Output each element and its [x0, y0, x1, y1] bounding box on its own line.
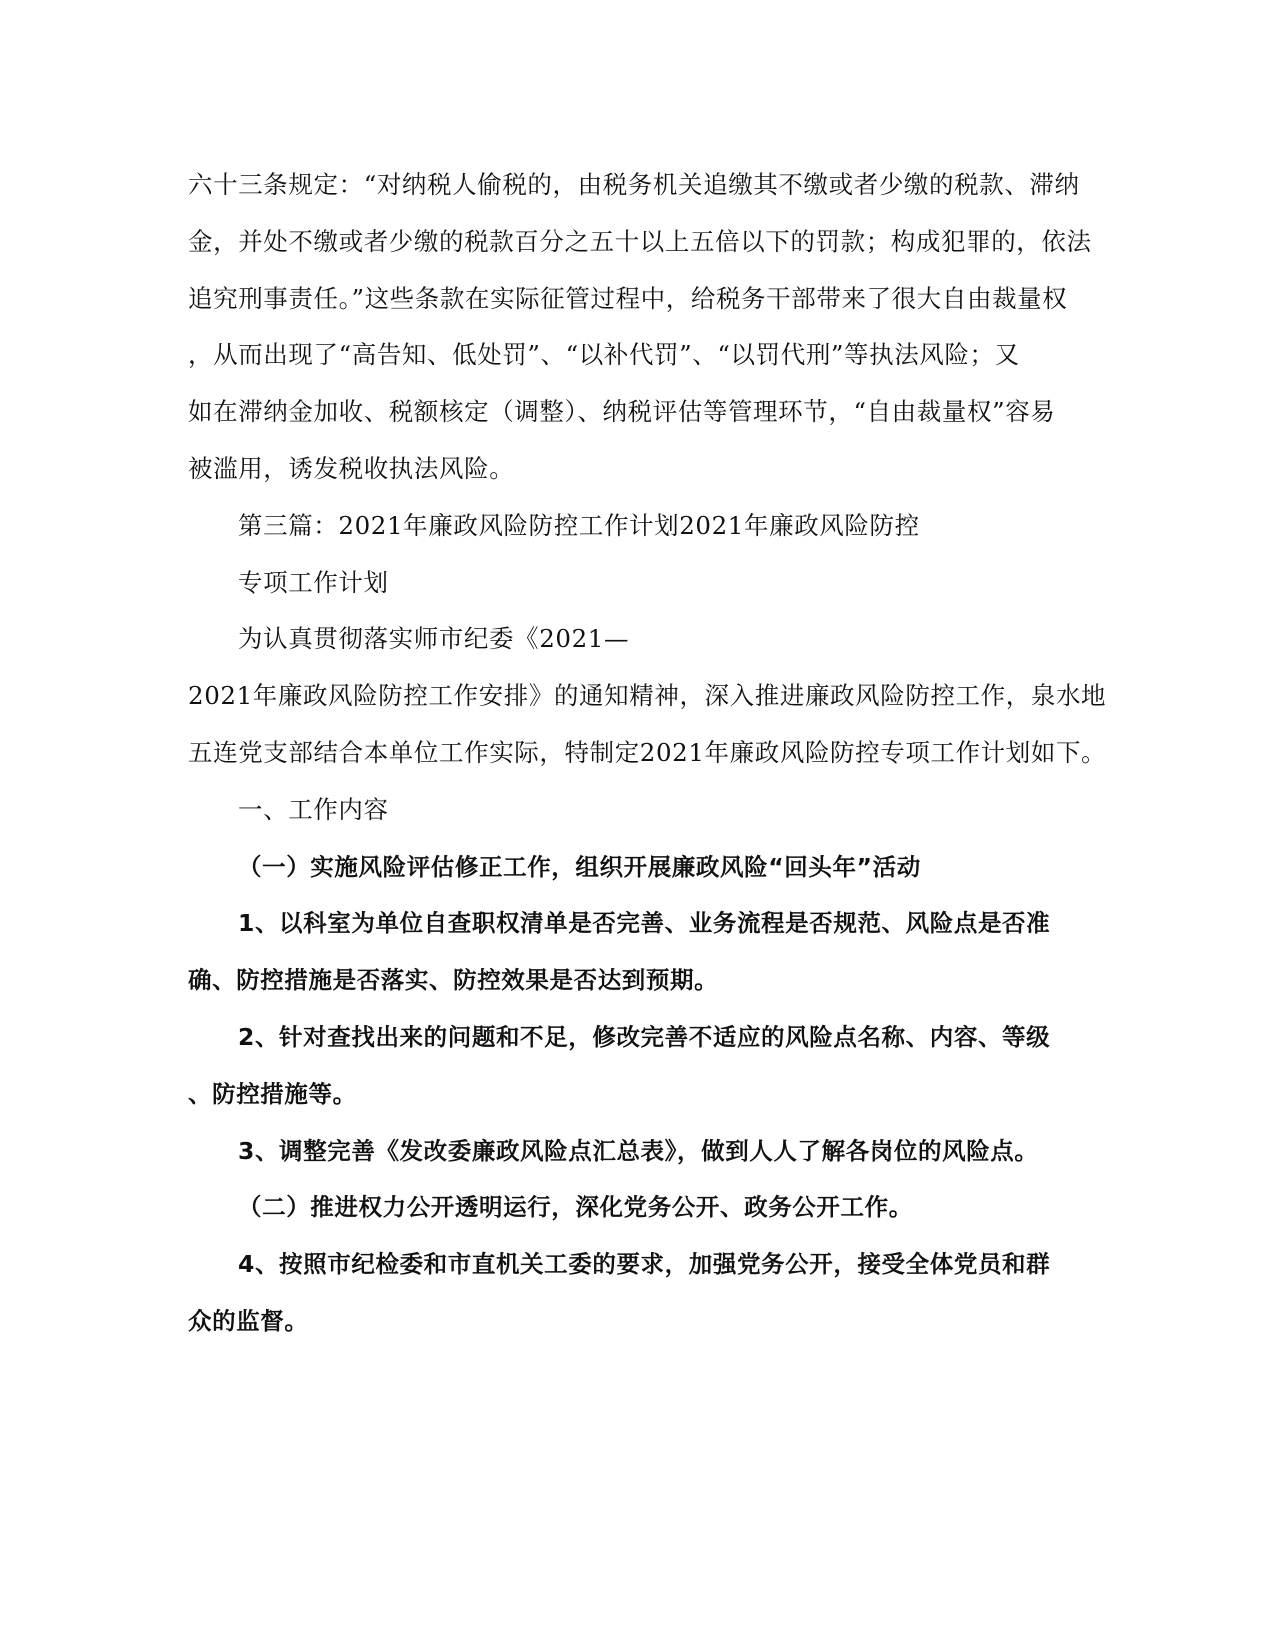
heading-work-content: 一、工作内容	[238, 795, 389, 824]
section-subheading: 专项工作计划	[238, 568, 389, 597]
body-line: 如在滞纳金加收、税额核定（调整）、纳税评估等管理环节，“自由裁量权”容易	[188, 397, 1056, 426]
item-1-line: 1、以科室为单位自查职权清单是否完善、业务流程是否规范、风险点是否准	[238, 909, 1051, 937]
subheading-2: （二）推进权力公开透明运行，深化党务公开、政务公开工作。	[238, 1193, 913, 1221]
item-1-line: 确、防控措施是否落实、防控效果是否达到预期。	[188, 966, 719, 994]
section-heading: 第三篇：2021年廉政风险防控工作计划2021年廉政风险防控	[238, 511, 920, 540]
item-2-line: 2、针对查找出来的问题和不足，修改完善不适应的风险点名称、内容、等级	[238, 1023, 1051, 1051]
body-line: 五连党支部结合本单位工作实际，特制定2021年廉政风险防控专项工作计划如下。	[188, 738, 1107, 767]
item-3-line: 3、调整完善《发改委廉政风险点汇总表》，做到人人了解各岗位的风险点。	[238, 1137, 1039, 1165]
body-line: 金，并处不缴或者少缴的税款百分之五十以上五倍以下的罚款；构成犯罪的，依法	[188, 227, 1092, 256]
body-line: 为认真贯彻落实师市纪委《2021—	[238, 624, 630, 653]
item-4-line: 4、按照市纪检委和市直机关工委的要求，加强党务公开，接受全体党员和群	[238, 1250, 1051, 1278]
body-line: 追究刑事责任。”这些条款在实际征管过程中，给税务干部带来了很大自由裁量权	[188, 284, 1068, 313]
item-4-line: 众的监督。	[188, 1307, 309, 1335]
item-2-line: 、防控措施等。	[188, 1080, 357, 1108]
body-line: 2021年廉政风险防控工作安排》的通知精神，深入推进廉政风险防控工作，泉水地	[188, 681, 1107, 710]
body-line: 六十三条规定：“对纳税人偷税的，由税务机关追缴其不缴或者少缴的税款、滞纳	[188, 170, 1080, 199]
body-line: ，从而出现了“高告知、低处罚”、“以补代罚”、“以罚代刑”等执法风险；又	[188, 340, 1020, 369]
body-line: 被滥用，诱发税收执法风险。	[188, 454, 515, 483]
subheading-1: （一）实施风险评估修正工作，组织开展廉政风险“回头年”活动	[238, 853, 921, 881]
